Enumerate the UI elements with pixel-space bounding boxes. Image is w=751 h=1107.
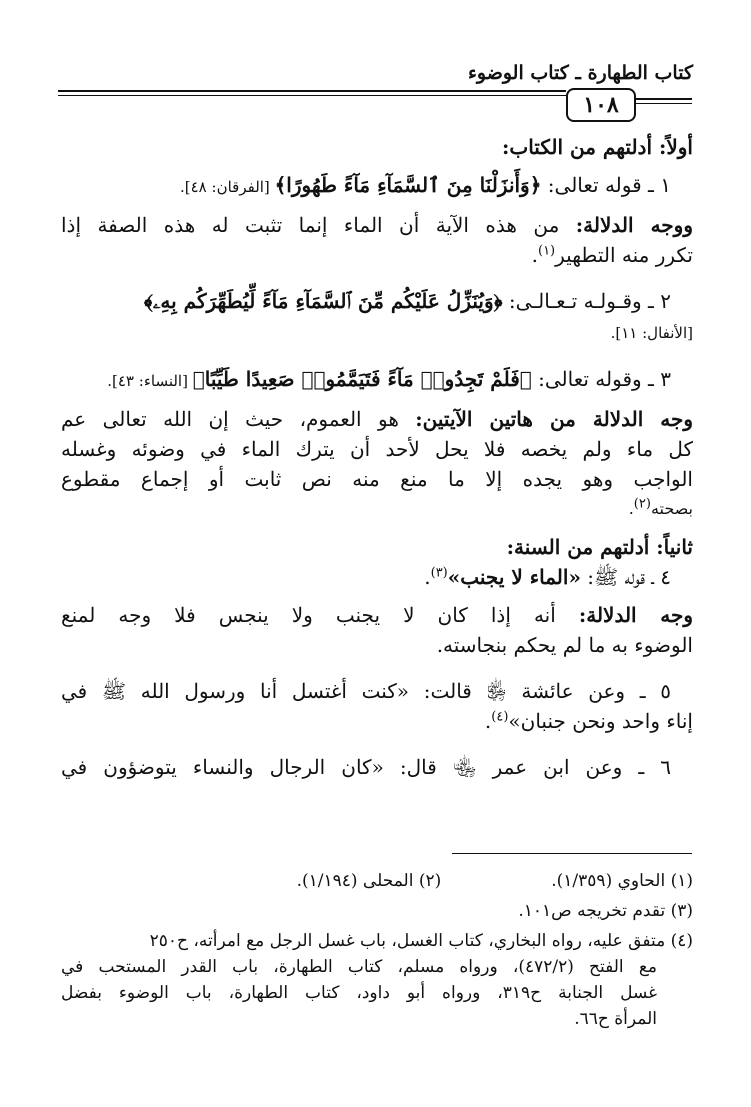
dalala-3-line-2: الوضوء به ما لم يحكم بنجاسته. [436, 633, 693, 657]
hadith-text: «الماء لا يجنب» [447, 565, 581, 589]
footnote-2: (٢) المحلى (١/١٩٤). [296, 871, 442, 891]
header-rule-right-top [636, 98, 692, 100]
section-heading-sunnah: ثانياً: أدلتهم من السنة: [506, 535, 693, 559]
evidence-item-5-line-1: ٥ ـ وعن عائشة ﵂ قالت: «كنت أغتسل أنا ورسول الله ﷺ في [61, 679, 671, 703]
footnotes-row-1 [61, 868, 693, 894]
evidence-item-3: ٣ ـ وقوله تعالى: ﴿فَلَمْ تَجِدُوا۟ مَآءً فَتَيَمَّمُوا۟ صَعِيدًا طَيِّبًا﴾ [النساء: ٤٣]. [107, 367, 671, 391]
dalala-1-line-2: تكرر منه التطهير$^{(١)}$. [531, 243, 693, 267]
running-head-title: كتاب الطهارة ـ كتاب الوضوء [467, 62, 693, 84]
quran-verse: ﴿وَأَنزَلْنَا مِنَ ٱلسَّمَآءِ مَآءً طَهُورًا﴾ [274, 173, 542, 197]
page-number: ١٠٨ [566, 88, 636, 122]
footnote-1: (١) الحاوي (١/٣٥٩). [551, 871, 693, 891]
footnote-marker: (١) [537, 243, 556, 259]
evidence-item-2: ٢ ـ وقـولـه تـعـالـى: ﴿وَيُنَزِّلُ عَلَيْكُم مِّنَ ٱلسَّمَآءِ مَآءً لِّيُطَهِّرَكُم بِهِۦ﴾ [143, 289, 671, 313]
footnote-marker: (٢) [633, 496, 651, 512]
verse-reference: [الفرقان: ٤٨]. [180, 178, 275, 196]
verse-reference: [الأنفال: ١١]. [610, 324, 693, 342]
evidence-item-1: ١ ـ قوله تعالى: ﴿وَأَنزَلْنَا مِنَ ٱلسَّمَآءِ مَآءً طَهُورًا﴾ [الفرقان: ٤٨]. [180, 173, 671, 197]
main-text [61, 132, 693, 782]
dalala-2-line-2: كل ماء ولم يخصه فلا يحل لأحد أن يترك الماء في وضوئه وغسله [61, 437, 693, 461]
footnotes [61, 868, 693, 1032]
dalala-2-line-4: بصحته$^{(٢)}$. [628, 496, 693, 518]
section-heading-quran: أولاً: أدلتهم من الكتاب: [502, 135, 693, 159]
dalala-label: ووجه الدلالة: [575, 213, 693, 237]
evidence-item-4: ٤ ـ قوله ﷺ: «الماء لا يجنب»$^{(٣)}$. [424, 565, 671, 589]
verse-reference: [النساء: ٤٣]. [107, 372, 193, 390]
evidence-item-5-line-2: إناء واحد ونحن جنبان»$^{(٤)}$. [484, 709, 693, 733]
quran-verse: ﴿فَلَمْ تَجِدُوا۟ مَآءً فَتَيَمَّمُوا۟ صَعِيدًا طَيِّبًا﴾ [192, 367, 532, 391]
dalala-label: وجه الدلالة: [578, 603, 693, 627]
footnote-marker: (٣) [430, 565, 448, 581]
dalala-2-line-1: وجه الدلالة من هاتين الآيتين: هو العموم، حيث إن الله تعالى عم [61, 407, 693, 431]
evidence-item-2-ref [61, 316, 693, 348]
header-rule-bottom [58, 95, 566, 96]
footnote-3: (٣) تقدم تخريجه ص١٠١. [518, 901, 693, 921]
dalala-1-line-1: ووجه الدلالة: من هذه الآية أن الماء إنما تثبت له هذه الصفة إذا [61, 213, 693, 237]
dalala-3-line-1: وجه الدلالة: أنه إذا كان لا يجنب ولا ينجس فلا وجه لمنع [61, 603, 693, 627]
dalala-label: وجه الدلالة من هاتين الآيتين: [415, 407, 693, 431]
header-rule-right-bottom [636, 103, 692, 104]
footnote-marker: (٤) [491, 709, 509, 725]
dalala-2-line-3: الواجب وهو يجده إلا ما منع منه نص ثابت أو إجماع مقطوع [61, 467, 693, 491]
header-rule-top [58, 90, 566, 92]
evidence-item-6-line-1: ٦ ـ وعن ابن عمر ﵄ قال: «كان الرجال والنساء يتوضؤون في [61, 755, 671, 779]
quran-verse: ﴿وَيُنَزِّلُ عَلَيْكُم مِّنَ ٱلسَّمَآءِ مَآءً لِّيُطَهِّرَكُم بِهِۦ﴾ [143, 289, 503, 313]
footnote-4: (٤) متفق عليه، رواه البخاري، كتاب الغسل، باب غسل الرجل مع امرأته، ح٢٥٠ مع الفتح (٤٧٢/٢)، ورواه مسلم، كتاب الطهارة، باب القدر المستحب في غسل الجنابة ح٣١٩، ورواه أبو داود، كتاب الطهارة، باب الوضوء بفضل المرأة ح٦٦. [61, 931, 693, 1029]
footnote-separator [452, 853, 692, 854]
